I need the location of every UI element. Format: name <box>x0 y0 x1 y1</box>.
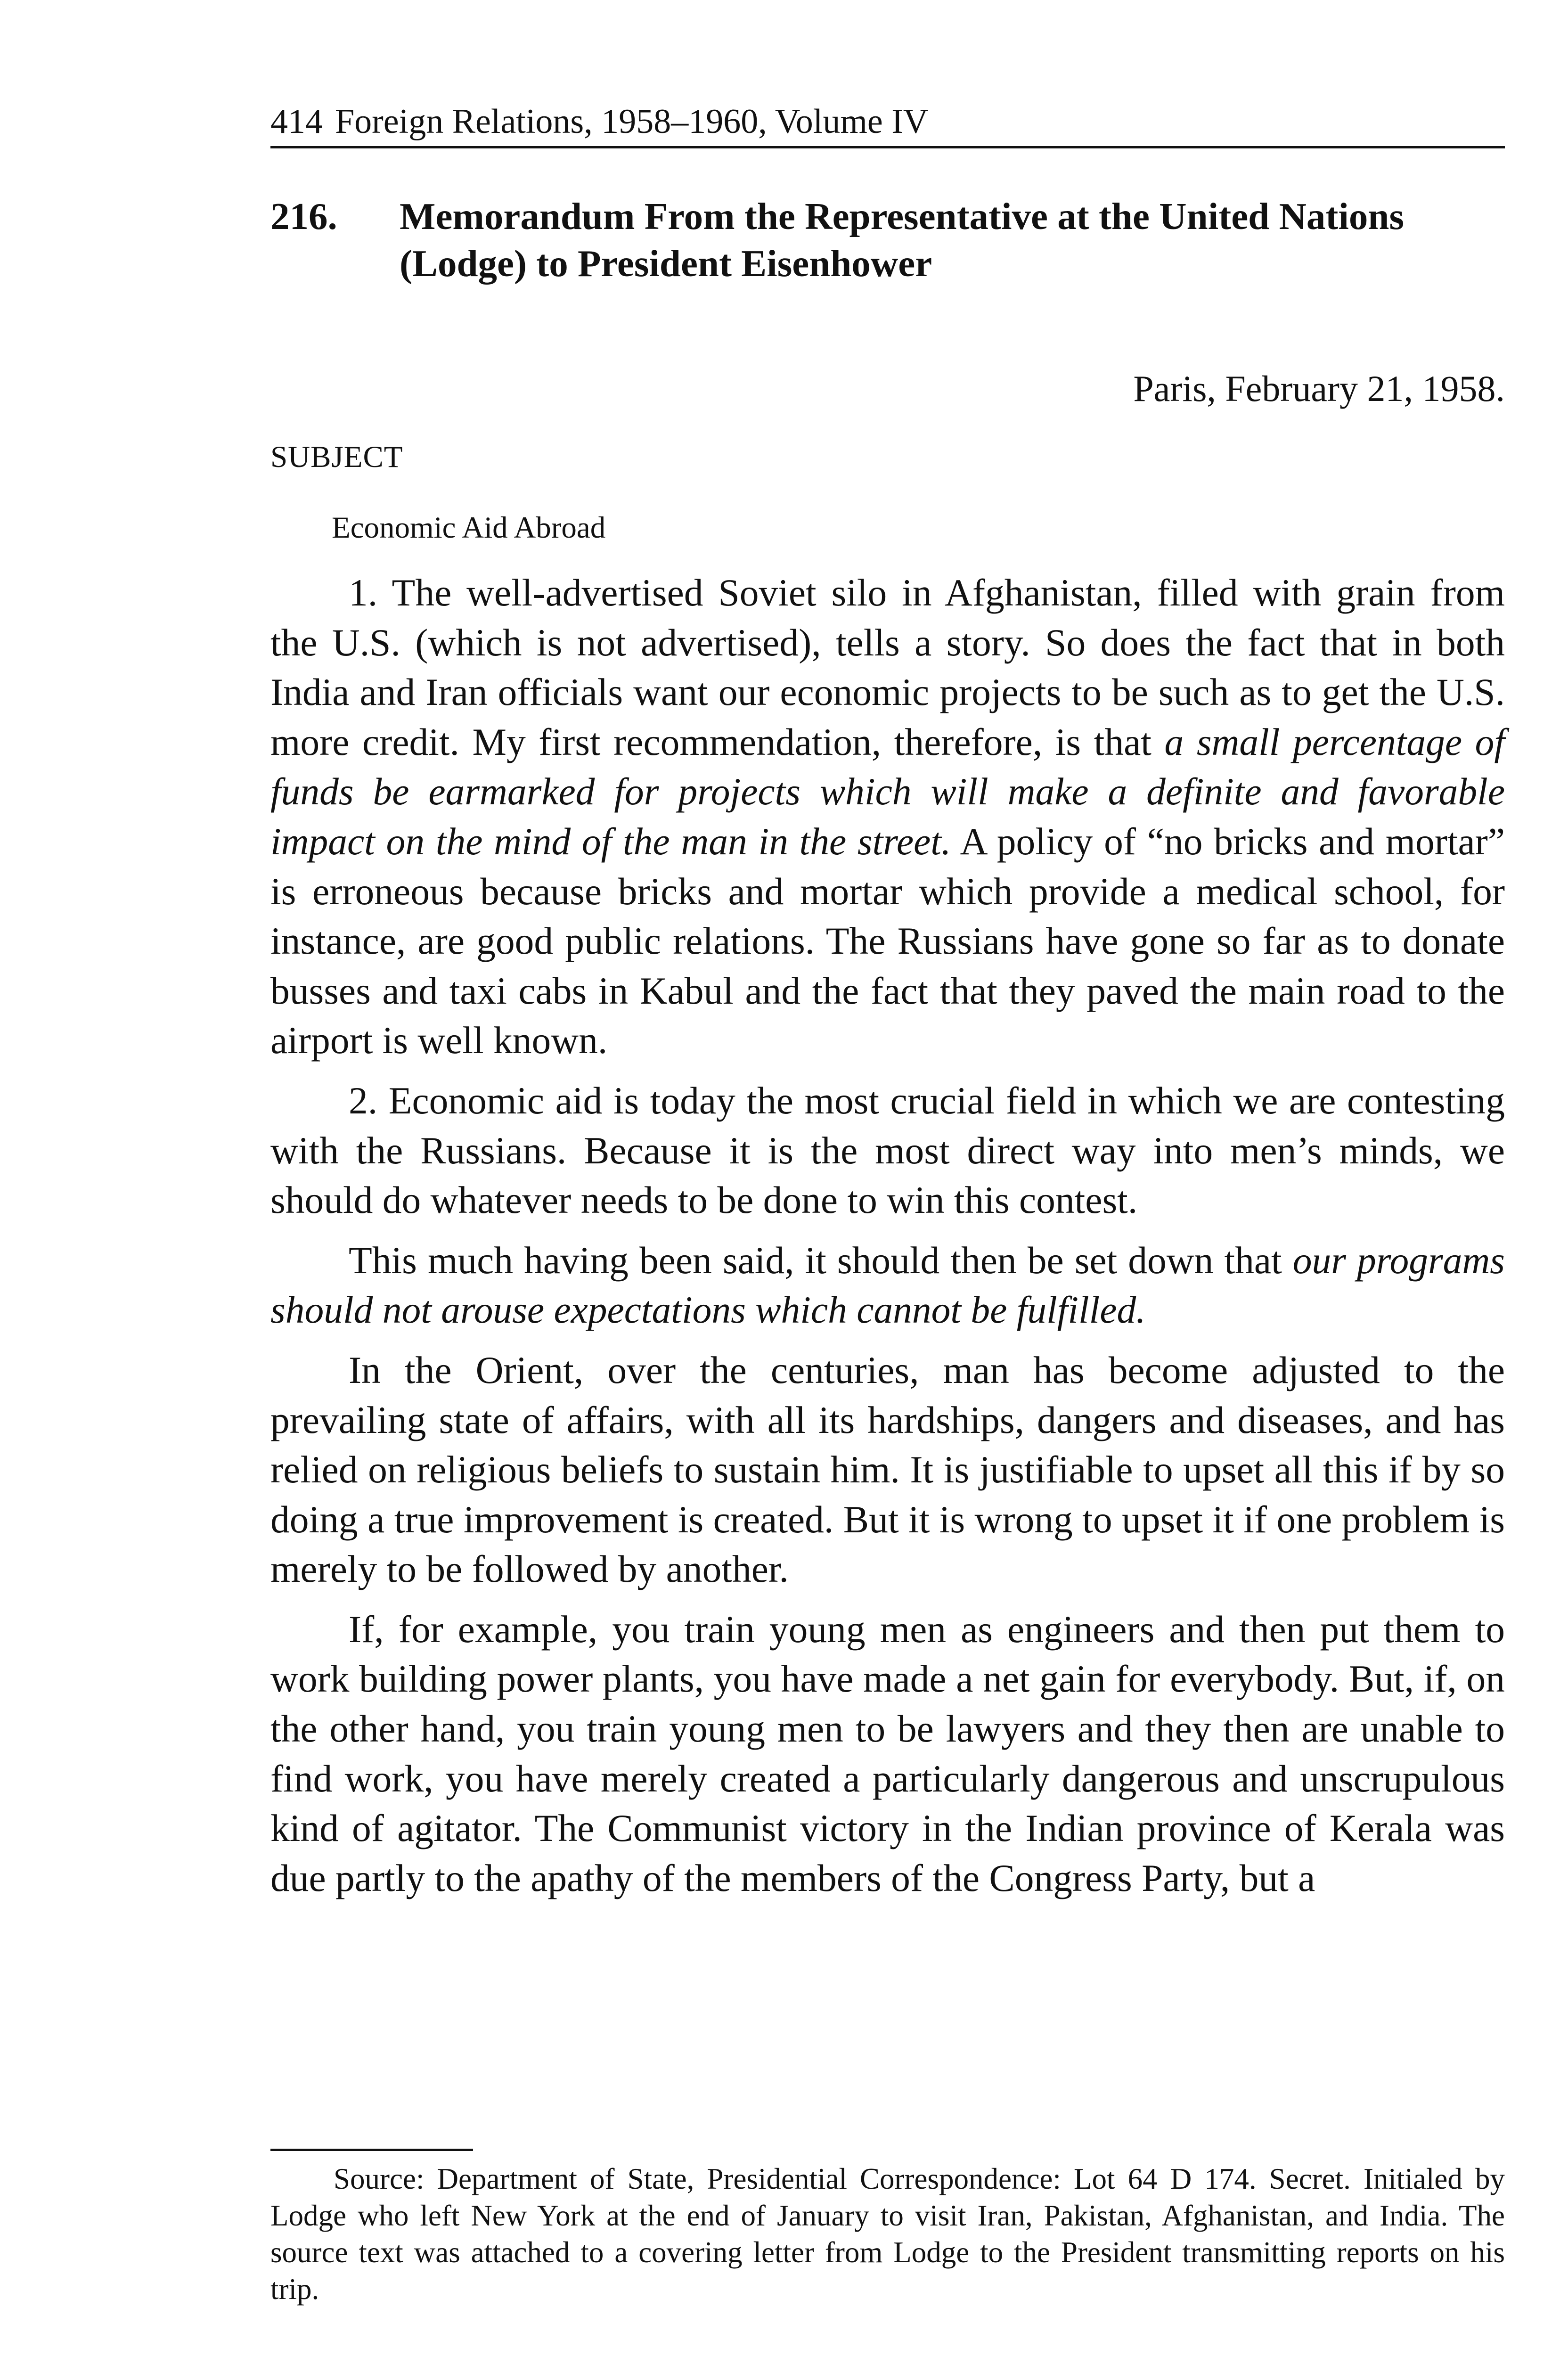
footnote-rule <box>270 2149 473 2151</box>
document-number: 216. <box>270 195 337 237</box>
document-page <box>270 99 1505 2356</box>
page-number: 414 <box>270 102 323 141</box>
subject-text: Economic Aid Abroad <box>332 511 606 545</box>
footnote-text: Source: Department of State, Presidential Correspondence: Lot 64 D 174. Secret. Initialed by Lodge who left New York at the end of January to visit Iran, Pakistan, Afghanistan, and India. The source text was attached to a covering letter from Lodge to the President transmitting reports on his trip. <box>270 2162 1505 2306</box>
subject-label: SUBJECT <box>270 440 403 474</box>
paragraph-1-italic: a small percentage of funds be earmarked for projects which will make a definite and favorable impact on the mind of the man in the street. <box>270 720 1505 863</box>
paragraph-1-start: 1. The well-advertised Soviet silo in Afghanistan, filled with grain from the U.S. (which is not advertised), tells a story. So does the fact that in both India and Iran officials want our economic projects to be such as to get the U.S. more credit. My first recommendation, therefore, is that <box>270 571 1505 763</box>
paragraph-3-italic: our programs should not arouse expectations which cannot be fulfilled. <box>270 1238 1505 1332</box>
body-text <box>270 568 1505 1903</box>
document-heading <box>270 193 1505 287</box>
paragraph-1-end: A policy of “no bricks and mortar” is erroneous because bricks and mortar which provide a medical school, for instance, are good public relations. The Russians have gone so far as to donate busses and taxi cabs in Kabul and the fact that they paved the main road to the airport is well known. <box>270 819 1505 1062</box>
paragraph-4: In the Orient, over the centuries, man has become adjusted to the prevailing state of affairs, with all its hardships, dangers and diseases, and has relied on religious beliefs to sustain him. It is justifiable to upset all this if by so doing a true improvement is created. But it is wrong to upset it if one problem is merely to be followed by another. <box>270 1348 1505 1591</box>
paragraph-5: If, for example, you train young men as engineers and then put them to work building power plants, you have made a net gain for everybody. But, if, on the other hand, you train young men to be lawyers and they then are unable to find work, you have merely created a particularly dangerous and unscrupulous kind of agitator. The Communist victory in the Indian province of Kerala was due partly to the apathy of the members of the Congress Party, but a <box>270 1607 1505 1899</box>
document-title: Memorandum From the Representative at the United Nations (Lodge) to President Eisenhower <box>400 195 1404 285</box>
paragraph-1 <box>270 568 1505 1065</box>
paragraph-2: 2. Economic aid is today the most crucial field in which we are contesting with the Russians. Because it is the most direct way into men’s minds, we should do whatever needs to be done to win this contest. <box>270 1079 1505 1222</box>
dateline: Paris, February 21, 1958. <box>1133 368 1505 409</box>
publication-title: Foreign Relations, 1958–1960, Volume IV <box>335 102 929 141</box>
running-head <box>270 99 1505 148</box>
source-footnote <box>270 2160 1505 2307</box>
paragraph-3 <box>270 1235 1505 1335</box>
paragraph-3-start: This much having been said, it should then be set down that <box>349 1238 1293 1282</box>
